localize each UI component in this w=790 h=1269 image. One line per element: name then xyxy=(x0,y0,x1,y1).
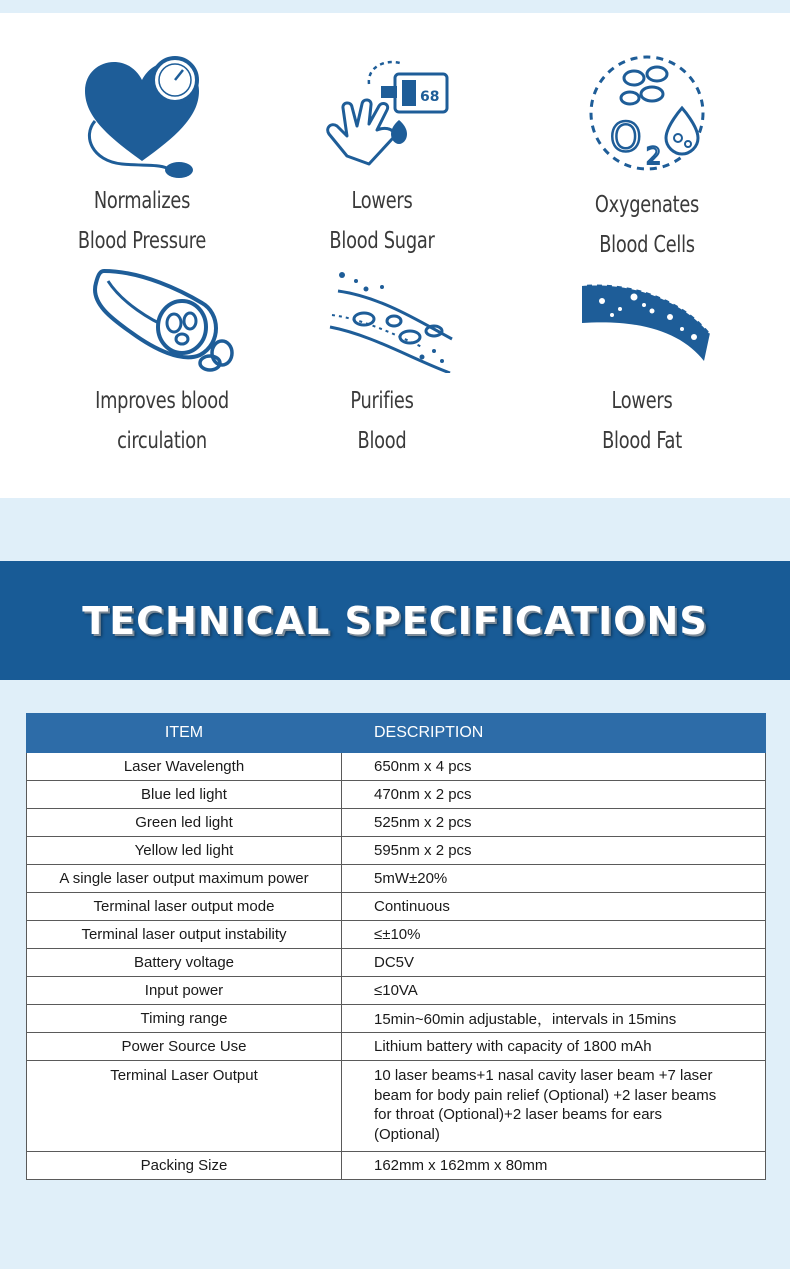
table-row xyxy=(27,893,766,921)
row-desc: 162mm x 162mm x 80mm xyxy=(342,1152,766,1180)
table-row xyxy=(27,809,766,837)
table-row xyxy=(27,1005,766,1033)
row-item: Power Source Use xyxy=(27,1033,342,1061)
row-item: Green led light xyxy=(27,809,342,837)
benefit-label-line2: Blood Fat xyxy=(602,428,682,454)
header-item: ITEM xyxy=(27,714,342,753)
svg-text:68: 68 xyxy=(420,89,440,105)
table-row xyxy=(27,1061,766,1152)
benefit-label-line1: Normalizes xyxy=(93,188,191,214)
row-desc: 595nm x 2 pcs xyxy=(342,837,766,865)
fatty-artery-icon xyxy=(562,263,722,373)
row-desc: Continuous xyxy=(342,893,766,921)
benefit-blood-fat xyxy=(522,263,762,461)
row-desc: 525nm x 2 pcs xyxy=(342,809,766,837)
benefit-blood-pressure xyxy=(22,46,262,261)
heart-blood-pressure-icon xyxy=(67,46,217,181)
benefit-label-line1: Oxygenates xyxy=(594,192,700,218)
table-header-row xyxy=(27,714,766,753)
row-desc: DC5V xyxy=(342,949,766,977)
purified-vessel-icon xyxy=(302,263,462,373)
svg-text:2: 2 xyxy=(646,142,662,170)
benefit-label-line2: Blood Pressure xyxy=(77,228,207,254)
benefit-label-line1: Lowers xyxy=(351,188,413,214)
row-item: Terminal laser output mode xyxy=(27,893,342,921)
table-row xyxy=(27,949,766,977)
table-row xyxy=(27,1152,766,1180)
row-desc: 470nm x 2 pcs xyxy=(342,781,766,809)
table-row xyxy=(27,977,766,1005)
table-row xyxy=(27,1033,766,1061)
glucose-meter-icon xyxy=(307,46,457,181)
row-item: A single laser output maximum power xyxy=(27,865,342,893)
row-desc: ≤10VA xyxy=(342,977,766,1005)
row-desc: Lithium battery with capacity of 1800 mAh xyxy=(342,1033,766,1061)
benefit-purifies xyxy=(262,263,502,461)
row-item: Packing Size xyxy=(27,1152,342,1180)
table-row xyxy=(27,865,766,893)
row-item: Input power xyxy=(27,977,342,1005)
row-item: Terminal Laser Output xyxy=(27,1061,342,1152)
benefit-label-line2: Blood xyxy=(357,428,407,454)
benefit-label-line1: Lowers xyxy=(611,388,673,414)
benefit-label-line1: Improves blood xyxy=(95,388,229,414)
row-desc: 650nm x 4 pcs xyxy=(342,753,766,781)
row-desc: 15min~60min adjustable，intervals in 15mins xyxy=(342,1005,766,1033)
table-row xyxy=(27,921,766,949)
row-item: Laser Wavelength xyxy=(27,753,342,781)
row-desc: 5mW±20% xyxy=(342,865,766,893)
oxygen-blood-cells-icon xyxy=(572,46,722,181)
blood-vessel-icon xyxy=(82,263,242,373)
row-item: Terminal laser output instability xyxy=(27,921,342,949)
benefit-label-line1: Purifies xyxy=(350,388,414,414)
benefit-oxygen xyxy=(527,46,767,265)
row-item: Blue led light xyxy=(27,781,342,809)
spec-table xyxy=(26,713,766,1180)
row-desc: 10 laser beams+1 nasal cavity laser beam +7 laser beam for body pain relief (Optional) +2 laser beams for throat (Optional)+2 laser beams for ears (Optional) xyxy=(342,1061,766,1152)
table-row xyxy=(27,781,766,809)
section-banner xyxy=(0,561,790,680)
table-row xyxy=(27,837,766,865)
benefit-label-line2: Blood Sugar xyxy=(329,228,435,254)
benefit-label-line2: Blood Cells xyxy=(599,232,695,258)
row-desc: ≤±10% xyxy=(342,921,766,949)
benefit-label-line2: circulation xyxy=(117,428,207,454)
section-title: TECHNICAL SPECIFICATIONS xyxy=(82,598,708,643)
row-item: Timing range xyxy=(27,1005,342,1033)
benefit-blood-sugar xyxy=(262,46,502,261)
benefit-circulation xyxy=(42,263,282,461)
header-description: DESCRIPTION xyxy=(342,714,766,753)
row-item: Battery voltage xyxy=(27,949,342,977)
table-row xyxy=(27,753,766,781)
row-item: Yellow led light xyxy=(27,837,342,865)
benefits-panel xyxy=(0,13,790,498)
svg-text:O: O xyxy=(610,115,642,161)
